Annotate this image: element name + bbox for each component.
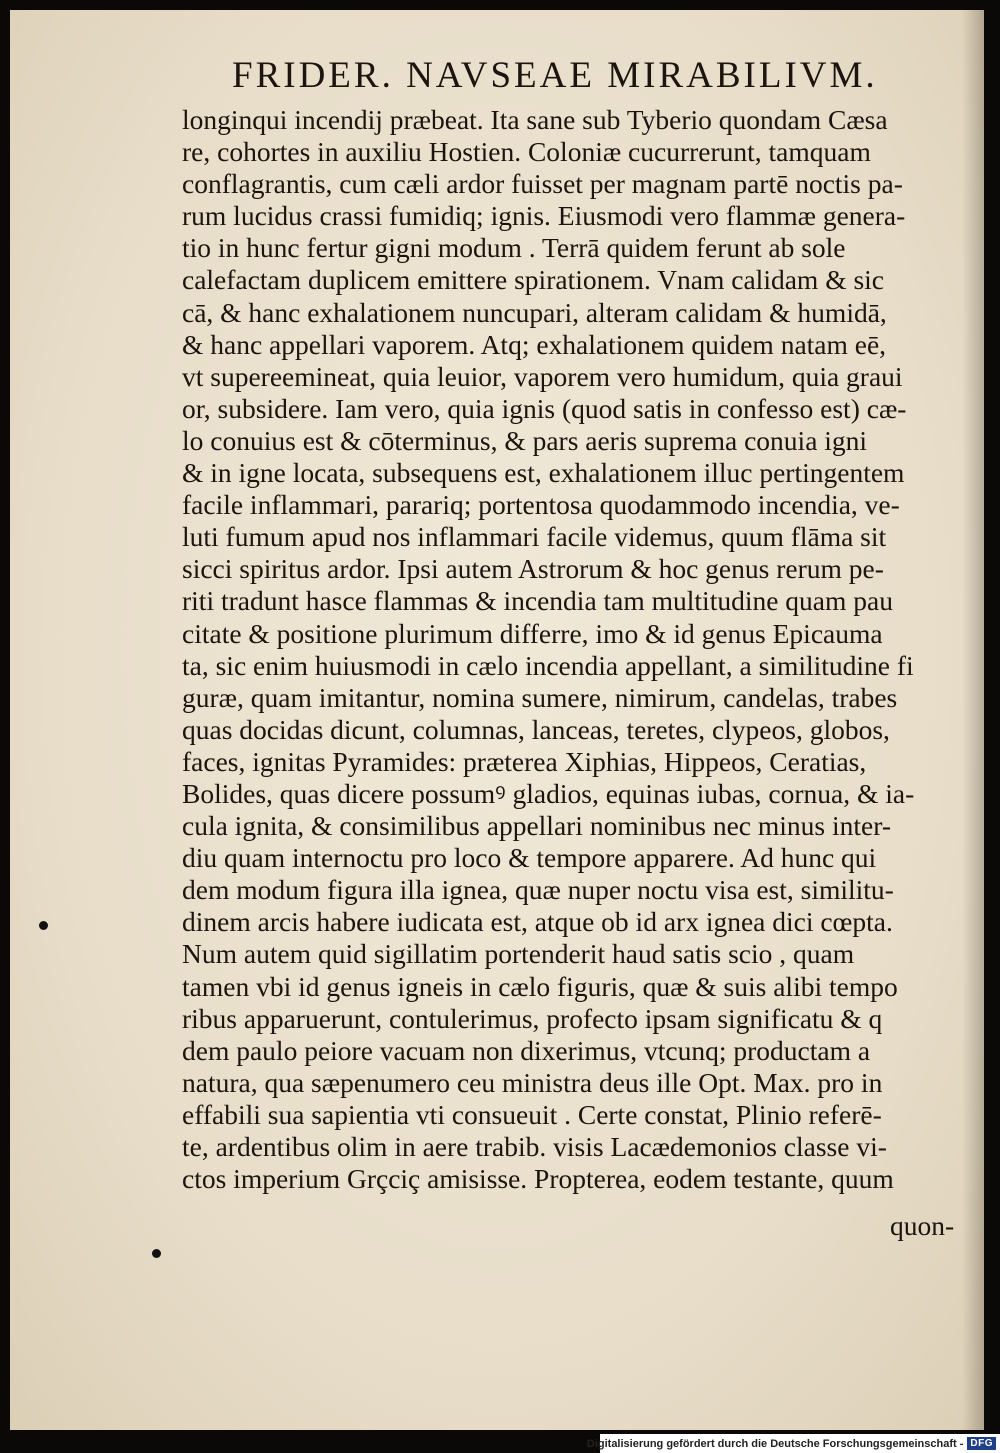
text-line: quas docidas dicunt, columnas, lanceas, teretes, clypeos, globos, xyxy=(182,713,890,745)
text-line: effabili sua sapientia vti consueuit . Certe constat, Plinio referē- xyxy=(182,1098,882,1130)
text-line: lo conuius est & cōterminus, & pars aeris suprema conuia igni xyxy=(182,424,868,456)
text-line: ctos imperium Grçciç amisisse. Propterea, eodem testante, quum xyxy=(182,1163,894,1195)
text-line: faces, ignitas Pyramides: præterea Xiphias, Hippeos, Ceratias, xyxy=(182,745,867,777)
text-line: diu quam internoctu pro loco & tempore apparere. Ad hunc qui xyxy=(182,842,877,874)
text-line: tio in hunc fertur gigni modum . Terrā quidem ferunt ab sole xyxy=(182,232,846,264)
text-line: cula ignita, & consimilibus appellari nominibus nec minus inter- xyxy=(182,810,891,842)
margin-dot-upper xyxy=(39,921,48,930)
text-line: cā, & hanc exhalationem nuncupari, alteram calidam & humidā, xyxy=(182,296,887,328)
text-line: dem modum figura illa ignea, quæ nuper noctu visa est, similitu- xyxy=(182,874,894,906)
text-line: ribus apparuerunt, contulerimus, profecto ipsam significatu & q xyxy=(182,1002,883,1034)
text-line: & in igne locata, subsequens est, exhalationem illuc pertingentem xyxy=(182,457,905,489)
text-line: luti fumum apud nos inflammari facile videmus, quum flāma sit xyxy=(182,521,887,553)
dfg-logo: DFG xyxy=(967,1437,996,1450)
text-line: tamen vbi id genus igneis in cælo figuris, quæ & suis alibi tempo xyxy=(182,970,898,1002)
catchword: quon- xyxy=(890,1210,955,1241)
text-line: dem paulo peiore vacuam non dixerimus, vtcunq; productam a xyxy=(182,1034,871,1066)
text-line: rum lucidus crassi fumidiq; ignis. Eiusmodi vero flammæ genera- xyxy=(182,200,906,232)
footer-bar xyxy=(586,1434,1000,1453)
text-line: te, ardentibus olim in aere trabib. visis Lacædemonios classe vi- xyxy=(182,1131,887,1162)
text-line: riti tradunt hasce flammas & incendia tam multitudine quam pau xyxy=(182,585,893,617)
text-line: natura, qua sæpenumero ceu ministra deus ille Opt. Max. pro in xyxy=(182,1066,883,1098)
text-line: vt supereemineat, quia leuior, vaporem vero humidum, quia graui xyxy=(182,360,903,392)
running-title: FRIDER. NAVSEAE MIRABILIVM. xyxy=(232,55,878,96)
text-line: conflagrantis, cum cæli ardor fuisset per magnam partē noctis pa- xyxy=(182,168,903,200)
body-text xyxy=(182,104,977,1195)
book-page xyxy=(10,10,984,1430)
text-line: guræ, quam imitantur, nomina sumere, nimirum, candelas, trabes xyxy=(182,681,898,713)
text-line: Num autem quid sigillatim portenderit haud satis scio , quam xyxy=(182,938,855,970)
text-line: dinem arcis habere iudicata est, atque ob id arx ignea dici cœpta. xyxy=(182,906,893,938)
text-line: calefactam duplicem emittere spirationem. Vnam calidam & sic xyxy=(182,264,885,296)
text-line: re, cohortes in auxiliu Hostien. Coloniæ cucurrerunt, tamquam xyxy=(182,136,871,168)
text-line: longinqui incendij præbeat. Ita sane sub Tyberio quondam Cæsa xyxy=(182,104,888,135)
text-line: ta, sic enim huiusmodi in cælo incendia appellant, a similitudine fi xyxy=(182,649,914,681)
text-line: Bolides, quas dicere possumꝰ gladios, equinas iubas, cornua, & ia- xyxy=(182,777,915,809)
text-line: or, subsidere. Iam vero, quia ignis (quod satis in confesso est) cæ- xyxy=(182,392,907,424)
funding-credit: Digitalisierung gefördert durch die Deutsche Forschungsgemeinschaft - xyxy=(586,1437,964,1450)
text-line: & hanc appellari vaporem. Atq; exhalationem quidem natam eē, xyxy=(182,328,887,360)
text-line: sicci spiritus ardor. Ipsi autem Astrorum & hoc genus rerum pe- xyxy=(182,553,884,585)
margin-dot-lower xyxy=(152,1249,161,1258)
text-line: citate & positione plurimum differre, imo & id genus Epicauma xyxy=(182,617,883,649)
text-line: facile inflammari, parariq; portentosa quodammodo incendia, ve- xyxy=(182,489,900,521)
